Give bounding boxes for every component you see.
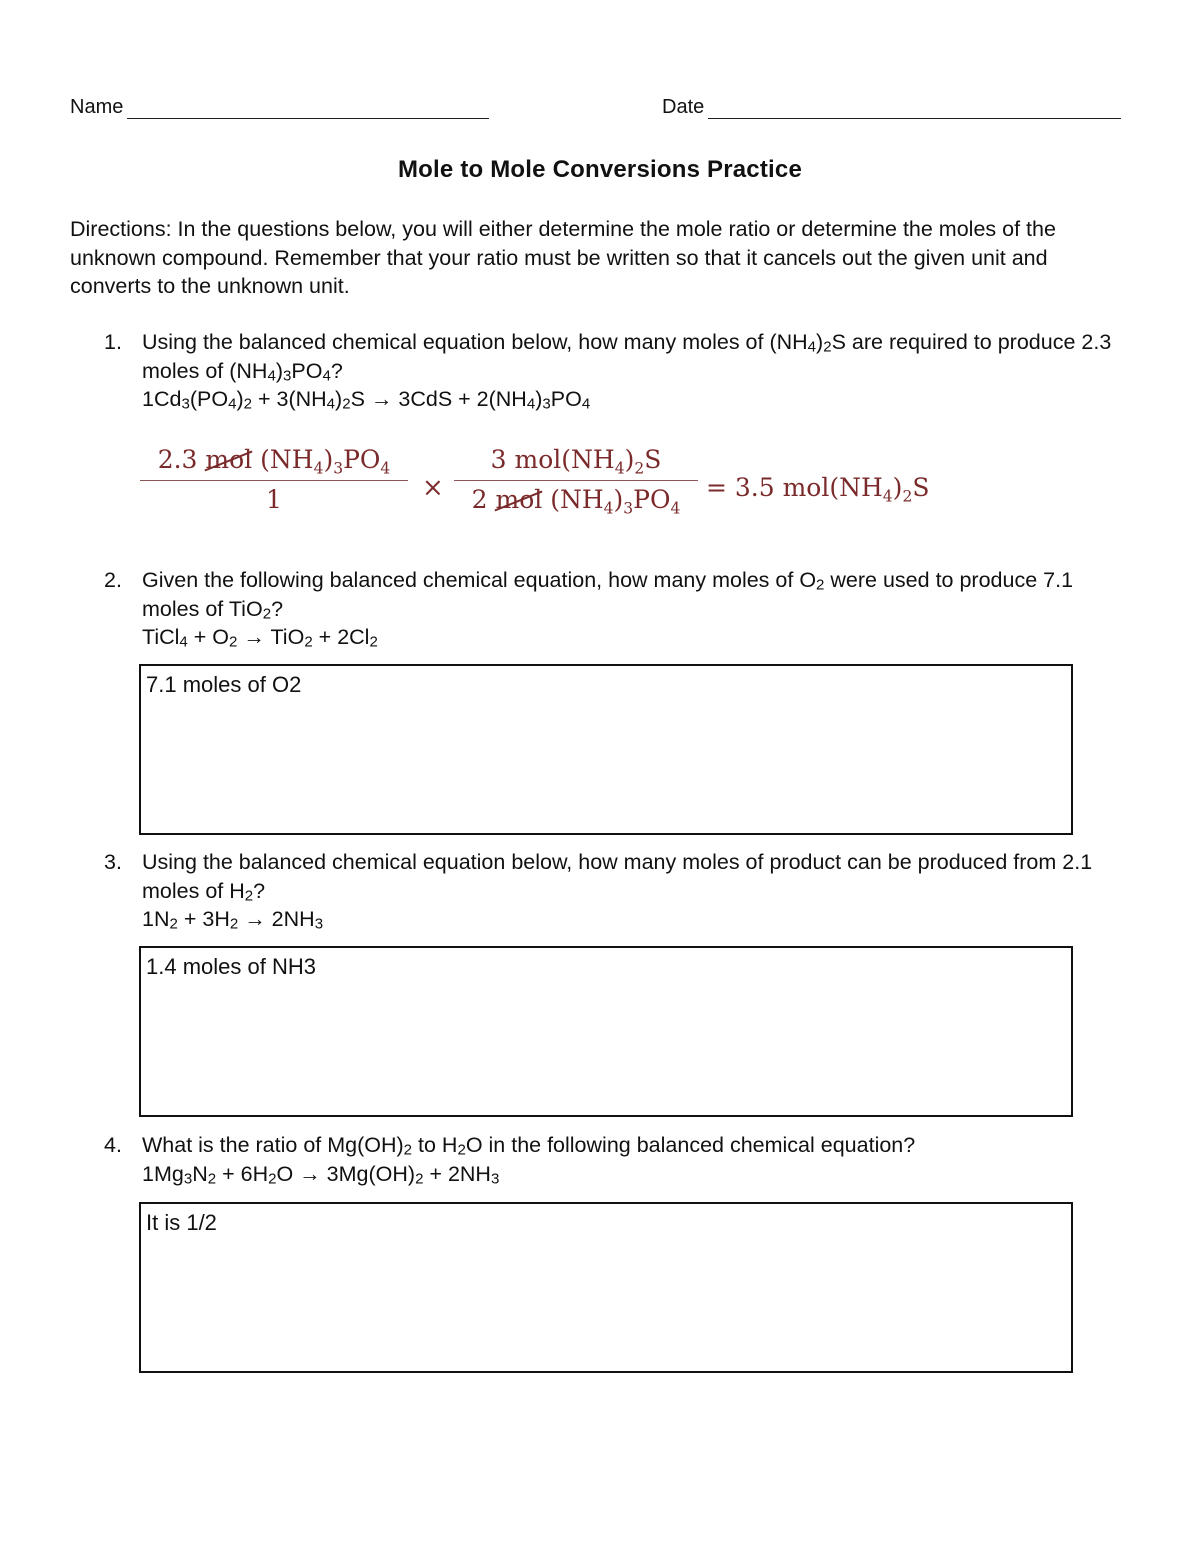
given-numerator: 2.3 mol $(NH_4)_3PO_4$ [140,445,408,481]
date-row [662,96,1121,119]
question-text: Using the balanced chemical equation below, how many moles of $(NH_4)_2S$ are required to produce 2.3 moles of $(NH_4)_3PO_4$? [142,330,1112,384]
question-equation: $1N_2 + 3H_2 \to 2NH_3$ [142,907,324,933]
question-1 [70,328,1130,414]
ratio-denominator: 2 mol $(NH_4)_3PO_4$ [471,485,681,518]
question-equation: TiCl$_4$ + $O_2 \to TiO_2 + 2Cl_2$ [142,625,378,651]
date-blank-line[interactable] [708,98,1121,119]
date-label: Date [662,96,705,118]
solution-result: = 3.5 $mol(NH_4)_2S$ [706,473,930,506]
given-fraction [140,445,408,514]
times-sign: × [422,473,444,503]
name-label: Name [70,96,124,118]
question-text: What is the ratio of $Mg(OH)_2$ to $H_2O$ in the following balanced chemical equation? [142,1133,916,1159]
given-denominator: 1 [266,485,282,514]
question-number: 2. [104,568,122,592]
answer-text[interactable]: 7.1 moles of O2 [146,672,302,697]
question-2 [70,566,1130,652]
answer-text[interactable]: 1.4 moles of NH3 [146,954,316,979]
question-number: 4. [104,1133,122,1157]
answer-box-4[interactable] [139,1202,1073,1373]
answer-text[interactable]: It is 1/2 [146,1210,217,1235]
question-4 [70,1131,1130,1188]
answer-box-2[interactable] [139,664,1073,835]
question-equation: $1Cd_3(PO_4)_2 + 3(NH_4)_2S \to 3CdS + 2(NH_4)_3PO_4$ [142,387,591,413]
mole-ratio-fraction [454,445,698,518]
name-blank-line[interactable] [127,98,489,119]
worked-solution [140,445,960,540]
directions-text: Directions: In the questions below, you will either determine the mole ratio or determine the moles of the unknown compound. Remember that your ratio must be written so that it cancels out the given unit and converts to the unknown unit. [70,217,1056,298]
cancelled-mol-unit: mol [495,485,543,514]
ratio-numerator: 3 $mol(NH_4)_2S$ [454,445,698,481]
question-equation: $1Mg_3N_2 + 6H_2O \to 3Mg(OH)_2 + 2NH_3$ [142,1161,500,1187]
answer-box-3[interactable] [139,946,1073,1117]
worksheet-title: Mole to Mole Conversions Practice [397,156,803,183]
question-text: Given the following balanced chemical equation, how many moles of $O_2$ were used to produce 7.1 moles of TiO$_2$? [142,568,1074,622]
question-number: 3. [104,850,122,874]
cancelled-mol-unit: mol [205,445,253,474]
question-3 [70,848,1130,934]
question-number: 1. [104,330,122,354]
name-row [70,96,489,119]
question-text: Using the balanced chemical equation below, how many moles of product can be produced from 2.1 moles of $H_2$? [142,850,1093,904]
